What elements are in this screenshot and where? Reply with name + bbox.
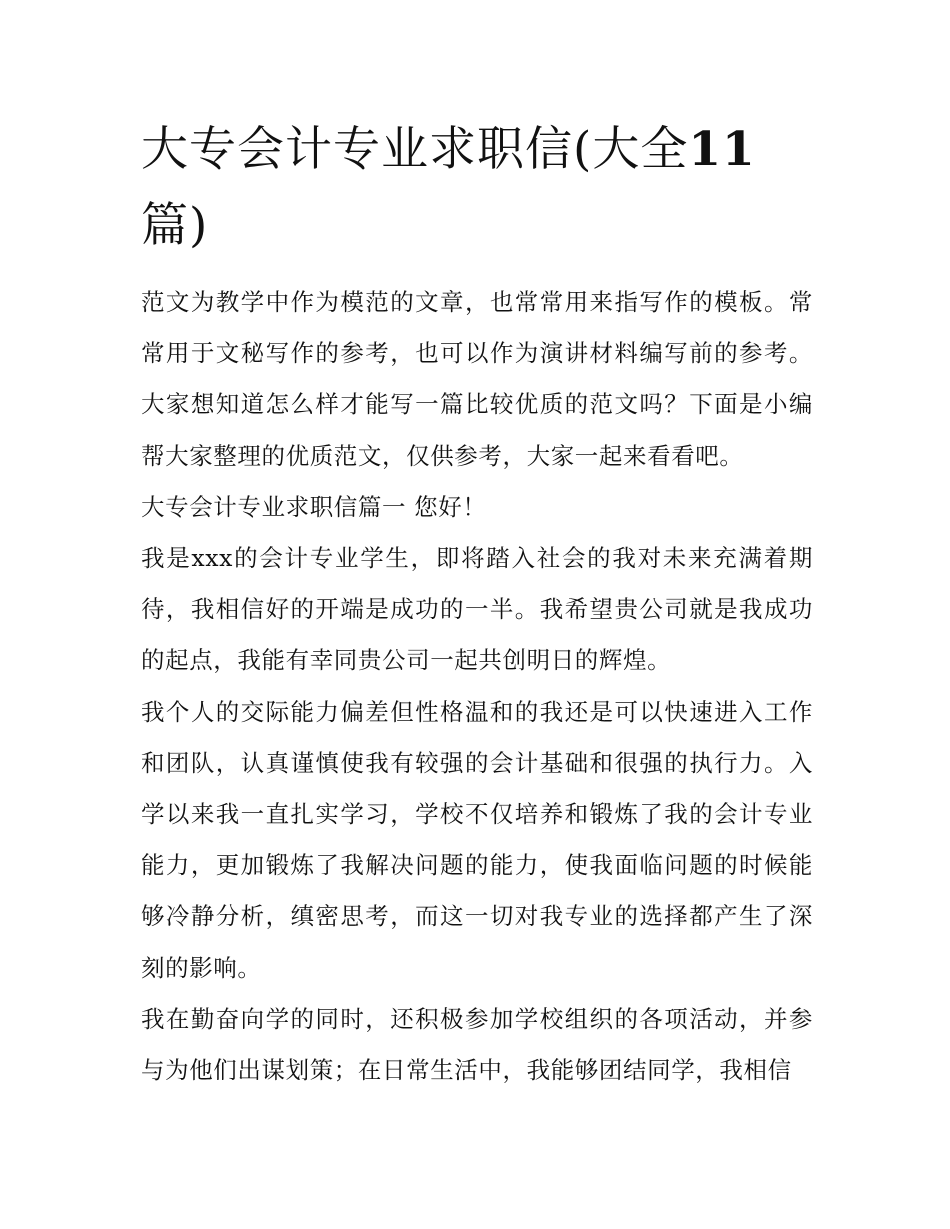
title-main-text: 大专会计专业求职信(大全 <box>141 122 689 177</box>
paragraph-letter-heading: 大专会计专业求职信篇一 您好！ <box>141 492 487 521</box>
paragraph-activities: 我在勤奋向学的同时，还积极参加学校组织的各项活动，并参与为他们出谋划策；在日常生活中，我能够团结同学，我相信 <box>141 1004 813 1085</box>
document-body <box>141 277 813 1096</box>
page-title <box>141 112 821 264</box>
paragraph-abilities: 我个人的交际能力偏差但性格温和的我还是可以快速进入工作和团队，认真谨慎使我有较强的会计基础和很强的执行力。入学以来我一直扎实学习，学校不仅培养和锻炼了我的会计专业能力，更加锻炼了我解决问题的能力，使我面临问题的时候能够冷静分析，缜密思考，而这一切对我专业的选择都产生了深刻的影响。 <box>141 697 813 982</box>
paragraph-self-intro: 我是xxx的会计专业学生，即将踏入社会的我对未来充满着期待，我相信好的开端是成功的一半。我希望贵公司就是我成功的起点，我能有幸同贵公司一起共创明日的辉煌。 <box>141 544 813 675</box>
paragraph-intro: 范文为教学中作为模范的文章，也常常用来指写作的模板。常常用于文秘写作的参考，也可以作为演讲材料编写前的参考。大家想知道怎么样才能写一篇比较优质的范文吗？下面是小编帮大家整理的优质范文，仅供参考，大家一起来看看吧。 <box>141 288 813 470</box>
title-tail-text: 篇) <box>141 198 209 253</box>
title-number: 11 <box>688 122 756 177</box>
